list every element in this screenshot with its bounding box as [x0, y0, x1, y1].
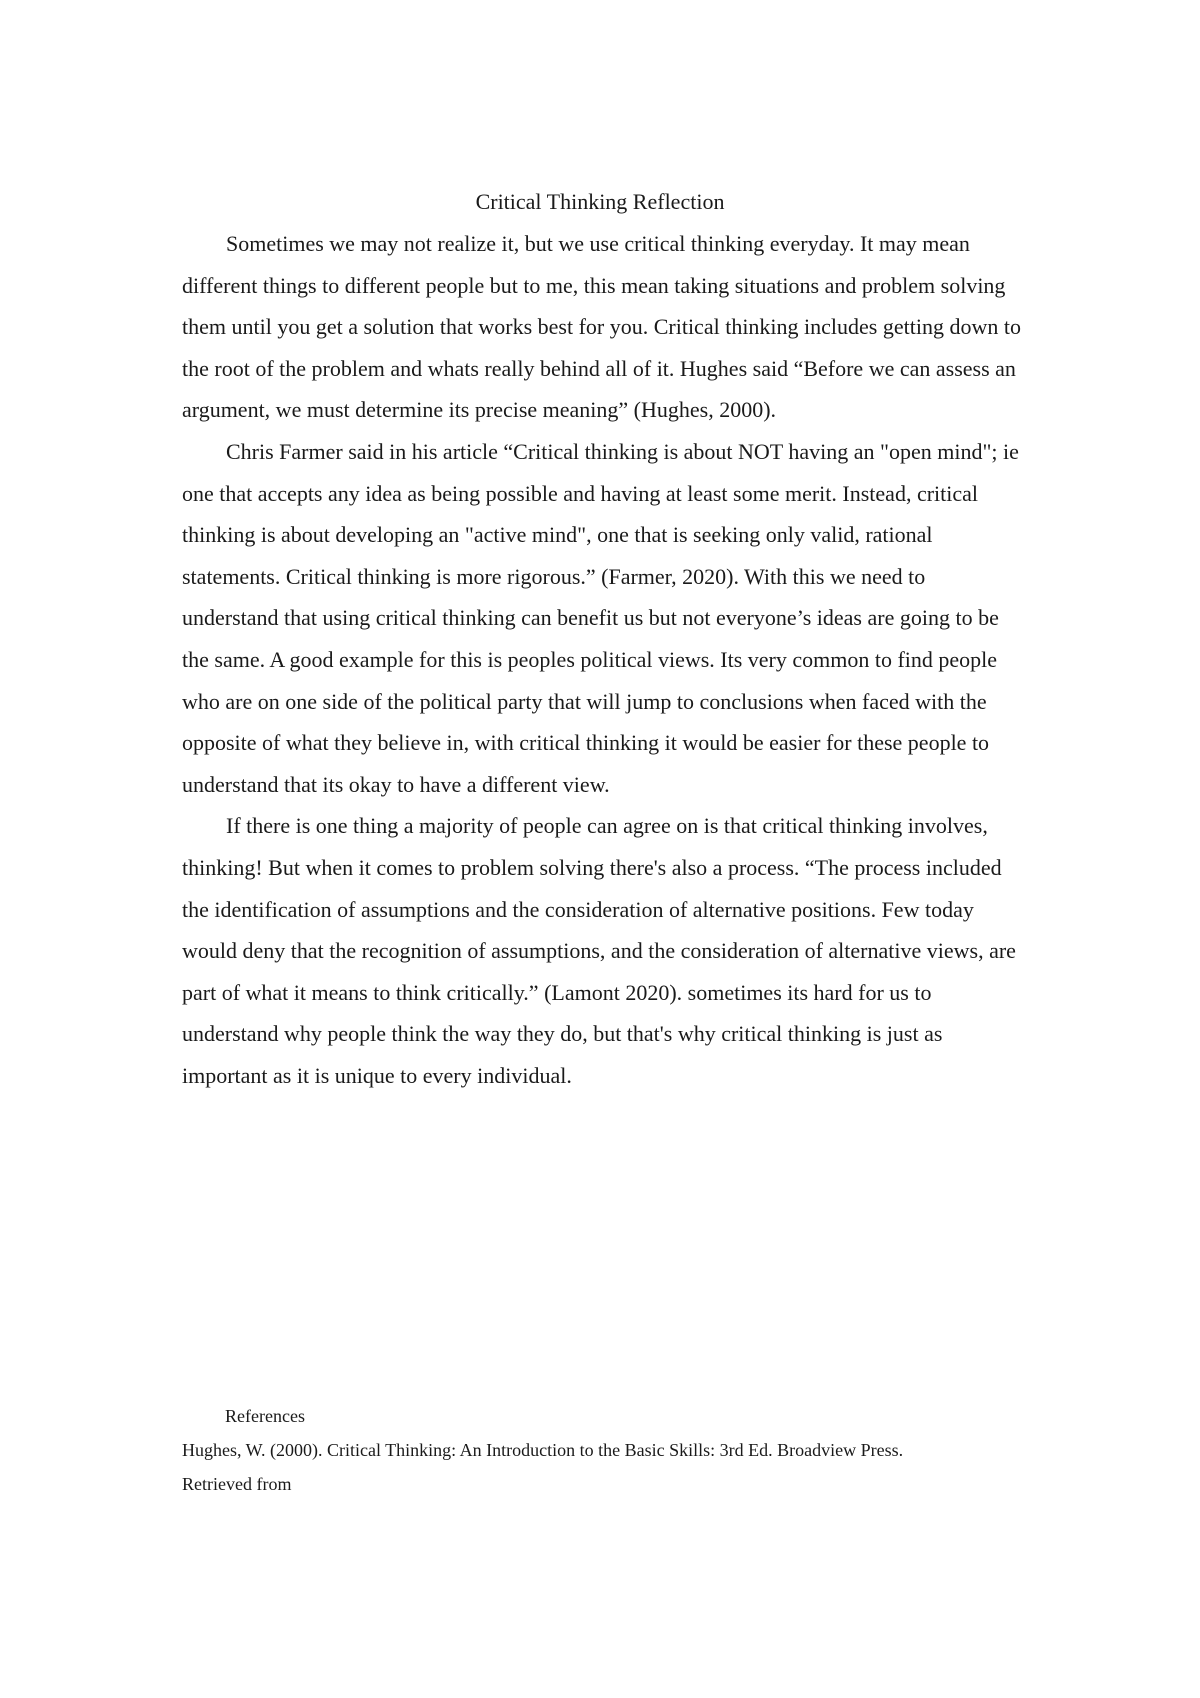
reference-entry: Hughes, W. (2000). Critical Thinking: An Introduction to the Basic Skills: 3rd Ed. Broadview Press.: [182, 1440, 904, 1460]
body-paragraph: If there is one thing a majority of people can agree on is that critical thinking involves, thinking! But when it comes to problem solving there's also a process. “The process included the identification of assumptions and the consideration of alternative positions. Few today would deny that the recognition of assumptions, and the consideration of alternative views, are part of what it means to think critically.” (Lamont 2020). sometimes its hard for us to understand why people think the way they do, but that's why critical thinking is just as important as it is unique to every individual.: [182, 813, 1016, 1088]
document-title: Critical Thinking Reflection: [475, 189, 725, 214]
references-heading: References: [225, 1406, 305, 1426]
references-section: [182, 1399, 1082, 1501]
reference-entry: Retrieved from: [182, 1474, 292, 1494]
document-body: [182, 223, 1022, 1096]
body-paragraph: Sometimes we may not realize it, but we use critical thinking everyday. It may mean different things to different people but to me, this mean taking situations and problem solving them until you get a solution that works best for you. Critical thinking includes getting down to the root of the problem and whats really behind all of it. Hughes said “Before we can assess an argument, we must determine its precise meaning” (Hughes, 2000).: [182, 231, 1021, 423]
body-paragraph: Chris Farmer said in his article “Critical thinking is about NOT having an "open mind"; ie one that accepts any idea as being possible and having at least some merit. Instead, critical thinking is about developing an "active mind", one that is seeking only valid, rational statements. Critical thinking is more rigorous.” (Farmer, 2020). With this we need to understand that using critical thinking can benefit us but not everyone’s ideas are going to be the same. A good example for this is peoples political views. Its very common to find people who are on one side of the political party that will jump to conclusions when faced with the opposite of what they believe in, with critical thinking it would be easier for these people to understand that its okay to have a different view.: [182, 438, 1019, 797]
